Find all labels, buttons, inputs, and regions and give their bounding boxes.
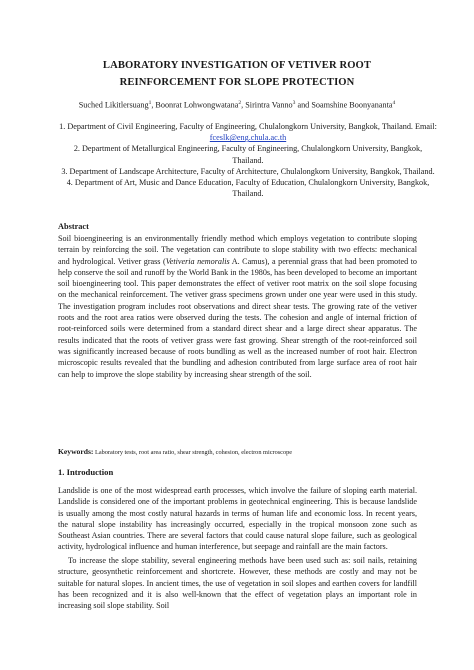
author-name: Soamshine Boonyananta <box>311 100 393 110</box>
keywords-label: Keywords: <box>58 447 94 456</box>
author-separator: , <box>241 100 246 110</box>
abstract-body <box>58 233 417 380</box>
author-list <box>28 97 446 112</box>
introduction-heading: 1. Introduction <box>58 467 114 477</box>
affiliation-3: 3. Department of Landscape Architecture, Faculty of Architecture, Chulalongkorn University, Bangkok, Thailand. <box>61 166 435 176</box>
author-superscript: 2 <box>238 100 242 106</box>
author-superscript: 3 <box>292 100 296 106</box>
affiliation-text: 1. Department of Civil Engineering, Faculty of Engineering, Chulalongkorn University, Bangkok, Thailand. Email: <box>59 122 437 131</box>
keywords-text: Laboratory tests, root area ratio, shear strength, cohesion, electron microscope <box>93 449 293 456</box>
author-separator: , <box>151 100 156 110</box>
affiliation-2: 2. Department of Metallurgical Engineering, Faculty of Engineering, Chulalongkorn University, Bangkok, Thailand. <box>73 144 423 165</box>
author-name: Boonrat Lohwongwatana <box>155 100 239 110</box>
introduction-paragraph-1: Landslide is one of the most widespread earth processes, which involve the failure of sloping earth material. Landslide is considered one of the important problems in geotechnical engineering. This is because landslide is usually among the most costly natural hazards in terms of human life and economic loss. In recent years, the natural slope instability has increasingly occurred, especially in the tropical monsoon zone such as Southeast Asian countries. There are several factors that could cause natural slope failure, such as geological activity, hydrological influence and human interference, but seepage and rainfall are the main factors. <box>58 486 417 552</box>
abstract-heading: Abstract <box>58 222 89 231</box>
keywords <box>58 447 417 458</box>
author-superscript: 4 <box>392 100 396 106</box>
author-superscript: 1 <box>148 100 152 106</box>
email-link[interactable]: fceslk@eng.chula.ac.th <box>209 133 287 143</box>
title-line-1: LABORATORY INVESTIGATION OF VETIVER ROOT <box>102 60 372 71</box>
species-name: Vetiveria nemoralis <box>165 256 230 266</box>
affiliation-list <box>58 121 438 199</box>
abstract-text: A. Camus), a perennial grass that had been promoted to help conserve the soil and runoff by the World Bank in the 1980s, has been developed to become an important soil bioengineering tool. This paper demonstrates the effect of vetiver root matrix on the soil slope focusing on the mechanical reinforcement. The vetiver grass specimens grown under one year were used in this study. The investigation program includes root observations and direct shear tests. The growing rate of the vetiver roots and the root area ratios were observed during the tests. The cohesion and angle of internal friction of root-reinforced soils were determined from a standard direct shear and a large direct shear apparatus. The results indicated that the roots of vetiver grass were fast growing. Shear strength of the root-reinforced soil was significantly increased because of roots bundling as well as the increased number of root hair. Electron microscopic results revealed that the bundling and adhesion contributed from large surface area of root hair can help to improve the slope stability by increasing shear strength of the soil. <box>58 256 417 379</box>
author-name: Sirintra Vanno <box>245 100 293 110</box>
abstract-text: Soil bioengineering is an environmentally friendly method which employs vegetation to contribute sloping terrain by reinforcing the soil. The vegetation can contribute to slope stability with two effects: mechanical and hydrological. Vetiver grass ( <box>58 234 417 266</box>
author-separator: and <box>295 100 312 110</box>
title-line-2: REINFORCEMENT FOR SLOPE PROTECTION <box>119 77 355 88</box>
affiliation-1 <box>58 121 438 143</box>
author-name: Suched Likitlersuang <box>78 100 149 110</box>
affiliation-4: 4. Department of Art, Music and Dance Education, Faculty of Education, Chulalongkorn University, Bangkok, Thailand. <box>66 178 430 199</box>
introduction-paragraph-2: To increase the slope stability, several engineering methods have been used such as: soil nails, retaining structure, geosynthetic reinforcement and shortcrete. However, these methods are costly and may not be suitable for natural slopes. In ancient times, the use of vegetation in soil slopes and earthen covers for landfill has been recognized and it is also well-known that the effect of vegetation plays an important role in increasing soil slope stability. Soil <box>58 556 417 611</box>
paper-title <box>60 57 414 91</box>
